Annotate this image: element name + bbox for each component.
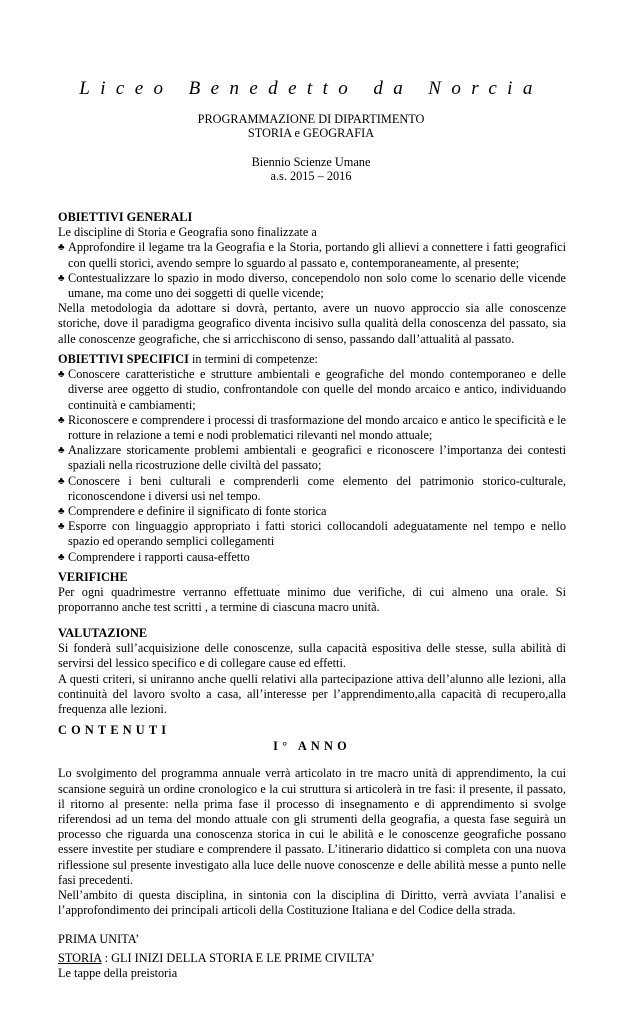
paragraph: Nella metodologia da adottare si dovrà, pertanto, avere un nuovo approccio sia alle conoscenze storiche, dove il paradigma geografico diventa incisivo sulla qualità della conoscenza del passato, sia alle conoscenze geografiche, che si arricchiscono di senso, passando dall’attualità al passato. <box>58 301 566 346</box>
storia-heading <box>58 951 566 966</box>
club-icon: ♣ <box>58 506 65 518</box>
list-item-text: Riconoscere e comprendere i processi di trasformazione del mondo arcaico e antico le specificità e le rotture in relazione a temi e nodi problematici rilevanti nel mondo attuale; <box>68 412 566 443</box>
paragraph: Lo svolgimento del programma annuale verrà articolato in tre macro unità di apprendimento, la cui scansione seguirà un ordine cronologico e la cui struttura si articolerà in tre fasi: il presente, il passato, il ritorno al presente: nella prima fase il processo di insegnamento e di apprendimento si svolge riferendosi ad un tema del mondo attuale con gli strumenti della geografia, a questa fase seguirà un processo che riguarda una conoscenza storica in cui le abilità e le conoscenze geografiche possano essere investite per studiare e comprendere il passato. L’itinerario didattico si completa con una nuova riflessione sul presente investigato alla luce delle nuove conoscenze e delle abilità messe a punto nelle fasi precedenti. <box>58 766 566 887</box>
header-line-2: STORIA e GEOGRAFIA <box>247 126 375 141</box>
list-item-text: Comprendere i rapporti causa-effetto <box>68 549 250 564</box>
year-heading: I° ANNO <box>273 739 351 754</box>
header-line-1: PROGRAMMAZIONE DI DIPARTIMENTO <box>197 112 425 126</box>
section-heading: OBIETTIVI GENERALI <box>58 210 193 224</box>
list-item <box>58 443 566 473</box>
section-obiettivi-specifici <box>58 352 566 565</box>
list-item-text: Conoscere i beni culturali e comprenderli come elemento del patrimonio storico-culturale, riconoscendone i diversi usi nel tempo. <box>68 473 566 503</box>
paragraph: Nell’ambito di questa disciplina, in sintonia con la disciplina di Diritto, verrà avviata l’analisi e l’approfondimento dei principali articoli della Costituzione Italiana e del Codice della strada. <box>58 888 566 918</box>
list-item <box>58 413 566 443</box>
paragraph: A questi criteri, si uniranno anche quelli relativi alla partecipazione attiva dell’alunno alle lezioni, alla continuità del lavoro svolto a casa, all’interesse per l’apprendimento,alla capacità di recupero,alla frequenza alle lezioni. <box>58 671 566 717</box>
list-item-text: Esporre con linguaggio appropriato i fatti storici collocandoli adeguatamente nel tempo e nello spazio ed operando semplici collegamenti <box>68 519 566 549</box>
list-item-text: Contestualizzare lo spazio in modo diverso, concependolo non solo come lo scenario delle vicende umane, ma come uno dei soggetti di quelle vicende; <box>68 270 566 301</box>
club-icon: ♣ <box>58 369 65 381</box>
list-item <box>58 271 566 301</box>
list-item <box>58 367 566 413</box>
list-item <box>58 550 566 565</box>
list-item-text: Comprendere e definire il significato di fonte storica <box>68 504 327 519</box>
list-item-text: Conoscere caratteristiche e strutture ambientali e geografiche del mondo contemporaneo e delle diverse aree oggetto di studio, confrontandole con quelle del mondo arcaico e antico, individuando continuità e cambiamenti; <box>68 367 566 412</box>
club-icon: ♣ <box>58 475 65 487</box>
list-item-text: Analizzare storicamente problemi ambientali e geografici e riconoscere l’importanza dei contesti spaziali nella ricostruzione delle civiltà del passato; <box>68 443 566 473</box>
list-item <box>58 519 566 549</box>
list-item-text: Approfondire il legame tra la Geografia e la Storia, portando gli allievi a connettere i fatti geografici con quelli storici, avendo sempre lo sguardo al passato e, contemporaneamente, al presente; <box>68 240 566 270</box>
section-heading: VALUTAZIONE <box>58 626 148 640</box>
club-icon: ♣ <box>58 272 65 284</box>
school-name: Liceo Benedetto da Norcia <box>79 78 543 99</box>
paragraph: Le discipline di Storia e Geografia sono finalizzate a <box>58 225 317 240</box>
section-verifiche <box>58 570 566 616</box>
section-obiettivi-generali <box>58 210 566 347</box>
section-heading: CONTENUTI <box>58 723 171 737</box>
list-item <box>58 240 566 270</box>
club-icon: ♣ <box>58 445 65 457</box>
club-icon: ♣ <box>58 414 65 426</box>
club-icon: ♣ <box>58 242 65 254</box>
header-line-4: a.s. 2015 – 2016 <box>270 169 352 184</box>
club-icon: ♣ <box>58 521 65 533</box>
list-item <box>58 474 566 504</box>
unit-title: PRIMA UNITA’ <box>58 932 140 947</box>
section-heading-line <box>58 352 566 367</box>
section-valutazione <box>58 626 566 717</box>
section-heading: VERIFICHE <box>58 570 128 584</box>
section-heading: OBIETTIVI SPECIFICI <box>58 352 189 366</box>
course-info <box>0 155 622 184</box>
department-title <box>0 112 622 141</box>
section-contenuti <box>58 723 566 981</box>
paragraph: Per ogni quadrimestre verranno effettuate minimo due verifiche, di cui almeno una orale. Si proporranno anche test scritti , a termine di ciascuna macro unità. <box>58 585 566 615</box>
club-icon: ♣ <box>58 551 65 563</box>
storia-label: STORIA <box>58 950 102 965</box>
paragraph: Si fonderà sull’acquisizione delle conoscenze, sulla capacità espositiva delle stesse, sulla abilità di servirsi del lessico specifico e di collegare cause ed effetti. <box>58 641 566 671</box>
list-item <box>58 504 566 519</box>
storia-title: : GLI INIZI DELLA STORIA E LE PRIME CIVILTA’ <box>101 950 375 965</box>
section-heading-suffix: in termini di competenze: <box>188 352 318 366</box>
header-line-3: Biennio Scienze Umane <box>251 155 371 169</box>
paragraph: Le tappe della preistoria <box>58 965 178 980</box>
